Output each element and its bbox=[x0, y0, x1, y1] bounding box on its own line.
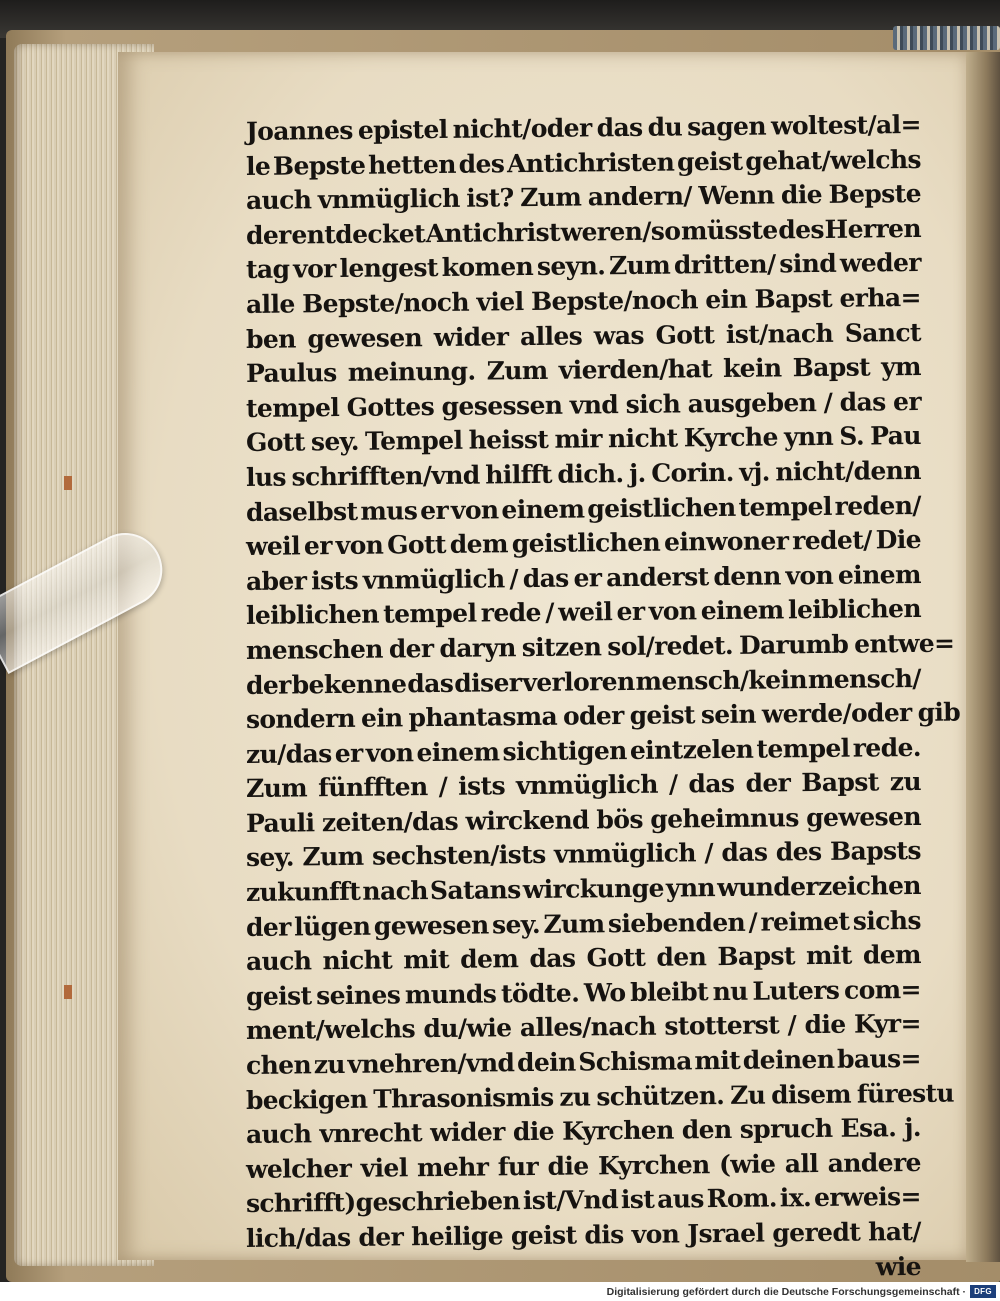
text-word: vor bbox=[293, 254, 336, 284]
text-word: Gott bbox=[387, 530, 447, 560]
text-word: geredt bbox=[772, 1217, 861, 1248]
text-word: Thrasonismis bbox=[373, 1082, 554, 1114]
text-word: Zum bbox=[302, 842, 364, 872]
text-word: / bbox=[787, 1010, 797, 1040]
text-word: nicht/denn bbox=[775, 455, 922, 487]
text-word: / bbox=[704, 838, 714, 868]
text-word: Bapst bbox=[792, 352, 871, 383]
text-word: weil bbox=[245, 531, 301, 562]
text-word: dis bbox=[584, 1220, 624, 1250]
text-word: diser bbox=[454, 667, 522, 698]
text-word: Bapsts bbox=[829, 836, 922, 867]
text-word: tempel bbox=[738, 491, 832, 522]
text-word: einem bbox=[501, 493, 585, 524]
text-word: du bbox=[647, 112, 683, 142]
text-word: dritten/ bbox=[673, 249, 776, 280]
text-word: menschen bbox=[245, 634, 384, 665]
text-word: sein bbox=[700, 699, 757, 730]
text-word: Zum bbox=[608, 250, 671, 281]
dfg-logo-icon: DFG bbox=[970, 1285, 996, 1298]
text-word: ists bbox=[458, 771, 506, 802]
text-word: nicht bbox=[607, 423, 678, 454]
text-word: sichtigen bbox=[502, 735, 627, 766]
text-word: nach bbox=[362, 876, 428, 906]
text-word: müsste bbox=[680, 215, 778, 246]
text-word: zeiten/das bbox=[321, 806, 459, 838]
text-word: fürestu bbox=[856, 1078, 955, 1109]
text-word: sey. bbox=[245, 842, 295, 873]
text-word: heilige bbox=[411, 1221, 504, 1252]
footer-bar bbox=[0, 1282, 1000, 1301]
text-word: das bbox=[596, 112, 643, 143]
text-word: mit bbox=[694, 1045, 741, 1076]
text-word: mir bbox=[554, 424, 602, 455]
text-word: sagen bbox=[686, 111, 767, 142]
text-word: gesessen bbox=[441, 390, 563, 421]
text-word: weren/so bbox=[560, 216, 681, 247]
gutter-shadow bbox=[966, 52, 1000, 1262]
text-word: andern/ bbox=[587, 181, 693, 212]
text-word: von bbox=[648, 596, 697, 627]
text-word: munds bbox=[404, 979, 497, 1010]
text-word: seines bbox=[316, 980, 401, 1011]
text-word: von bbox=[785, 560, 834, 591]
text-word: Antichrist bbox=[425, 217, 561, 248]
text-word: einem bbox=[837, 559, 922, 590]
text-word: ist bbox=[620, 1185, 655, 1215]
text-word: Kyrchen bbox=[561, 1115, 674, 1146]
text-word: zu bbox=[313, 1049, 346, 1080]
text-word: zukunfft bbox=[245, 876, 361, 908]
text-word: deinen bbox=[742, 1044, 835, 1075]
text-word: geheimnus bbox=[650, 803, 799, 834]
text-word: disem bbox=[770, 1079, 852, 1110]
text-word: j. bbox=[628, 458, 646, 488]
text-word: Kyrche bbox=[683, 422, 778, 453]
text-word: sitzen bbox=[521, 632, 602, 663]
text-word: ein bbox=[705, 284, 748, 315]
text-word: dein bbox=[516, 1047, 576, 1078]
text-word: Zu bbox=[730, 1080, 766, 1110]
text-word: hetten bbox=[368, 149, 456, 180]
text-word: wirckend bbox=[465, 805, 590, 836]
text-word: sol/redet. bbox=[607, 630, 734, 662]
text-word: mit bbox=[805, 940, 852, 971]
text-word: Zum bbox=[245, 773, 308, 804]
text-word: hat/ bbox=[868, 1216, 921, 1247]
text-word: schützen. bbox=[596, 1080, 725, 1111]
text-word: Bapst bbox=[717, 941, 795, 972]
text-word: tempel bbox=[756, 733, 850, 764]
text-word: / bbox=[545, 598, 554, 628]
text-word: andere bbox=[827, 1147, 922, 1178]
text-word: ausgeben bbox=[687, 387, 817, 419]
text-word: zu/das bbox=[245, 738, 332, 769]
text-word: verloren bbox=[522, 666, 635, 697]
text-word: ynn bbox=[783, 422, 834, 452]
text-word: Herren bbox=[824, 213, 922, 244]
text-word: geistlichen bbox=[511, 527, 661, 559]
text-word: siebenden bbox=[607, 907, 746, 938]
text-word: denn bbox=[713, 561, 781, 591]
text-word: geistlichen bbox=[587, 492, 736, 523]
text-word: weder bbox=[839, 248, 922, 279]
text-word: tag bbox=[245, 254, 290, 285]
text-word: Pauli bbox=[245, 808, 315, 838]
text-word: die bbox=[547, 1151, 589, 1181]
text-word: alles bbox=[519, 321, 583, 351]
text-word: viel bbox=[360, 1153, 408, 1183]
text-word: weil bbox=[557, 597, 613, 628]
text-word: gewesen bbox=[373, 910, 489, 941]
text-word: leiblichen bbox=[787, 594, 922, 625]
text-word: ynn bbox=[665, 873, 716, 903]
text-word: das bbox=[529, 943, 576, 974]
text-word: dem bbox=[449, 529, 509, 559]
text-word: S. bbox=[839, 421, 865, 452]
text-word: le bbox=[245, 151, 271, 181]
text-word: eintzelen bbox=[629, 734, 754, 765]
text-word: auch bbox=[245, 946, 312, 977]
text-word: wider bbox=[430, 1117, 505, 1148]
catchword-text: wie bbox=[875, 1251, 922, 1281]
text-word: Joannes bbox=[245, 115, 353, 146]
text-word: bös bbox=[596, 804, 643, 835]
page-marker-tab bbox=[64, 476, 72, 490]
text-word: ben bbox=[245, 324, 296, 354]
text-word: zu bbox=[889, 767, 922, 797]
text-word: Jsrael bbox=[687, 1218, 765, 1249]
text-word: sichs bbox=[852, 905, 921, 936]
text-word: redet/ bbox=[792, 525, 872, 556]
text-word: vj. bbox=[739, 457, 770, 487]
text-word: einwoner bbox=[663, 526, 789, 557]
text-word: vnmüglich bbox=[317, 183, 460, 215]
text-word: auch bbox=[245, 1119, 312, 1150]
text-word: leiblichen bbox=[245, 599, 379, 631]
text-word: all bbox=[784, 1148, 819, 1179]
text-word: bekenne bbox=[291, 668, 407, 700]
text-word: sey. bbox=[310, 427, 360, 457]
text-word: anderst bbox=[606, 561, 709, 592]
text-word: von bbox=[335, 530, 384, 561]
text-word: (wie bbox=[718, 1149, 776, 1179]
text-word: geist bbox=[245, 981, 312, 1011]
text-word: Wenn bbox=[698, 180, 775, 211]
text-word: er bbox=[303, 531, 332, 561]
text-word: werde/oder bbox=[761, 698, 912, 729]
text-word: alles/nach bbox=[519, 1012, 657, 1043]
text-word: kein bbox=[722, 353, 782, 384]
text-word: / bbox=[438, 772, 448, 802]
text-word: alle bbox=[245, 289, 295, 319]
text-word: reden/ bbox=[834, 490, 922, 521]
text-word: schrifften/vnd bbox=[291, 460, 480, 492]
text-word: heisst bbox=[468, 425, 549, 456]
text-word: fur bbox=[497, 1151, 539, 1182]
text-word: rede bbox=[480, 598, 542, 628]
text-word: bleibt bbox=[629, 977, 709, 1007]
text-word: einem bbox=[700, 595, 784, 626]
text-word: zu bbox=[559, 1082, 591, 1112]
text-word: dich. bbox=[557, 458, 624, 489]
text-word: welcher bbox=[245, 1153, 352, 1184]
text-word: lengest bbox=[339, 253, 439, 284]
text-word: / bbox=[509, 563, 519, 593]
text-word: er bbox=[420, 495, 449, 525]
text-word: der bbox=[388, 633, 434, 664]
text-word: komen bbox=[441, 252, 534, 283]
footer-credit: Digitalisierung gefördert durch die Deutsche Forschungsgemeinschaft · bbox=[606, 1285, 966, 1298]
text-word: ment/welchs bbox=[245, 1014, 416, 1046]
text-word: ix. bbox=[779, 1183, 812, 1213]
text-word: wirckunge bbox=[522, 873, 664, 905]
text-word: des bbox=[775, 837, 822, 867]
text-word: vierden/hat bbox=[558, 354, 713, 385]
text-word: Kyr= bbox=[853, 1009, 922, 1040]
text-word: entdecket bbox=[291, 218, 426, 250]
text-word: Bepste bbox=[828, 179, 922, 210]
text-word: Bepste/noch bbox=[530, 285, 698, 316]
text-word: lich/das bbox=[245, 1222, 351, 1253]
text-word: erha= bbox=[839, 282, 922, 313]
text-word: was bbox=[593, 320, 644, 350]
text-word: mehr bbox=[416, 1152, 489, 1183]
text-word: vnmüglich bbox=[362, 564, 505, 595]
text-word: spruch bbox=[739, 1114, 833, 1145]
text-word: Zum bbox=[543, 908, 605, 939]
text-word: phantasma bbox=[408, 701, 558, 733]
text-word: Zum bbox=[486, 355, 548, 386]
text-word: Bapst bbox=[801, 767, 879, 798]
text-word: Rom. bbox=[706, 1183, 778, 1214]
text-word: aus bbox=[657, 1184, 704, 1215]
text-word: nicht bbox=[322, 945, 393, 976]
text-word: meinung. bbox=[347, 356, 476, 388]
text-word: Zum bbox=[520, 182, 582, 213]
text-word: einem bbox=[416, 737, 500, 767]
text-word: er bbox=[616, 597, 645, 627]
text-word: viel bbox=[476, 287, 524, 317]
text-word: sind bbox=[779, 249, 837, 279]
text-word: Tempel bbox=[364, 426, 463, 457]
text-word: ist/Vnd bbox=[522, 1185, 619, 1216]
text-word: erweis= bbox=[813, 1182, 922, 1213]
text-word: Luters bbox=[752, 975, 840, 1006]
text-word: vnd bbox=[569, 389, 619, 420]
text-word: Gottes bbox=[346, 391, 435, 422]
text-word: ym bbox=[880, 352, 922, 382]
text-word: geist bbox=[629, 700, 696, 731]
text-word: com= bbox=[843, 974, 922, 1005]
text-word: reimet bbox=[760, 906, 850, 937]
text-word: du/wie bbox=[423, 1013, 512, 1044]
text-word: auch bbox=[245, 185, 312, 216]
text-word: wider bbox=[433, 321, 509, 352]
text-word: epistel bbox=[357, 114, 448, 145]
text-word: das bbox=[721, 838, 768, 868]
text-word: er bbox=[334, 738, 363, 768]
text-word: von bbox=[450, 494, 499, 525]
text-word: den bbox=[681, 1115, 732, 1145]
text-word: tempel bbox=[245, 392, 340, 423]
text-word: vnmüglich bbox=[553, 838, 697, 870]
text-word: daryn bbox=[439, 633, 516, 663]
text-word: sechsten/ists bbox=[371, 840, 546, 872]
text-word: von bbox=[365, 737, 414, 768]
text-word: oder bbox=[562, 701, 624, 731]
text-word: die bbox=[512, 1116, 555, 1147]
text-word: Bepste/noch bbox=[302, 287, 470, 319]
text-word: geist bbox=[510, 1220, 577, 1251]
text-word: Gott bbox=[586, 943, 646, 973]
text-word: tödte. bbox=[500, 978, 580, 1009]
text-word: mensch/kein bbox=[635, 664, 808, 696]
text-word: er bbox=[573, 562, 602, 593]
text-word: der bbox=[745, 768, 791, 799]
text-word: Kyrchen bbox=[597, 1149, 710, 1181]
text-word: j. bbox=[904, 1113, 922, 1143]
text-word: / bbox=[748, 907, 758, 937]
text-word: geist bbox=[676, 146, 743, 177]
text-word: Bapst bbox=[754, 283, 833, 314]
text-word: lügen bbox=[294, 911, 371, 942]
text-word: schrifft)geschrieben bbox=[245, 1186, 521, 1219]
text-word: beckigen bbox=[245, 1084, 368, 1115]
text-word: Schisma bbox=[578, 1046, 692, 1077]
text-word: hilfft bbox=[485, 459, 553, 490]
text-word: ists bbox=[311, 565, 359, 596]
text-word: die bbox=[804, 1010, 846, 1040]
text-word: Esa. bbox=[840, 1113, 897, 1143]
text-word: / bbox=[823, 387, 833, 417]
text-word: Pau bbox=[869, 421, 921, 451]
text-word: Satans bbox=[429, 875, 521, 906]
text-word: / bbox=[668, 769, 678, 799]
text-word: gib bbox=[917, 697, 961, 728]
text-word: Darumb bbox=[738, 629, 849, 660]
text-word: mus bbox=[360, 495, 418, 526]
text-word: er bbox=[892, 386, 922, 416]
text-word: vnrecht bbox=[319, 1118, 423, 1149]
text-word: tempel bbox=[383, 598, 477, 629]
text-word: rede. bbox=[852, 732, 922, 763]
text-word: daselbst bbox=[245, 496, 358, 527]
text-word: der bbox=[245, 912, 291, 942]
text-word: sondern bbox=[245, 703, 356, 735]
text-word: der bbox=[245, 670, 291, 700]
text-word: mensch/ bbox=[807, 663, 922, 694]
text-word: stotterst bbox=[664, 1010, 780, 1042]
text-word: ein bbox=[360, 703, 403, 733]
text-word: Gott bbox=[655, 319, 715, 350]
text-word: vnehren/vnd bbox=[347, 1048, 515, 1079]
text-word: gewesen bbox=[806, 801, 922, 833]
text-word: Gott bbox=[245, 427, 305, 458]
text-word: dem bbox=[460, 944, 519, 975]
text-word: ist? bbox=[466, 183, 514, 213]
text-word: des bbox=[458, 148, 505, 179]
text-word: gehat/welchs bbox=[745, 144, 922, 176]
text-word: fünfften bbox=[317, 772, 428, 803]
text-word: entwe= bbox=[854, 628, 955, 659]
text-word: woltest/al= bbox=[770, 109, 922, 141]
text-word: gewesen bbox=[307, 322, 423, 353]
text-word: seyn. bbox=[536, 251, 606, 282]
text-word: Antichristen bbox=[506, 147, 675, 178]
text-word: wunderzeichen bbox=[717, 870, 922, 903]
text-word: die bbox=[780, 180, 823, 210]
page-marker-tab bbox=[64, 985, 72, 999]
text-word: das bbox=[688, 769, 735, 799]
text-word: aber bbox=[245, 566, 307, 596]
text-word: Corin. bbox=[651, 457, 734, 488]
text-word: nu bbox=[712, 976, 748, 1006]
text-word: sey. bbox=[491, 909, 541, 940]
text-word: den bbox=[656, 942, 707, 972]
page-text-block bbox=[245, 109, 961, 1291]
text-word: vnmüglich bbox=[515, 769, 658, 801]
text-word: der bbox=[358, 1222, 404, 1252]
text-word: das bbox=[839, 387, 886, 417]
text-word: Bepste bbox=[272, 150, 366, 181]
text-word: ist/nach bbox=[725, 318, 834, 349]
text-word: das bbox=[522, 563, 569, 593]
text-word: nicht/oder bbox=[452, 113, 592, 144]
text-word: des bbox=[778, 214, 825, 245]
text-word: Paulus bbox=[245, 358, 337, 389]
text-word: der bbox=[245, 220, 291, 250]
text-word: von bbox=[631, 1219, 680, 1249]
text-word: chen bbox=[245, 1050, 312, 1081]
headband bbox=[893, 26, 1000, 50]
text-word: dem bbox=[862, 940, 922, 970]
text-word: Die bbox=[875, 525, 922, 555]
text-word: lus bbox=[245, 462, 287, 492]
text-word: Wo bbox=[583, 977, 626, 1008]
text-word: das bbox=[407, 668, 454, 698]
text-word: baus= bbox=[836, 1043, 922, 1074]
text-word: sich bbox=[625, 389, 681, 419]
text-word: mit bbox=[403, 945, 450, 975]
text-word: Sanct bbox=[844, 317, 922, 348]
